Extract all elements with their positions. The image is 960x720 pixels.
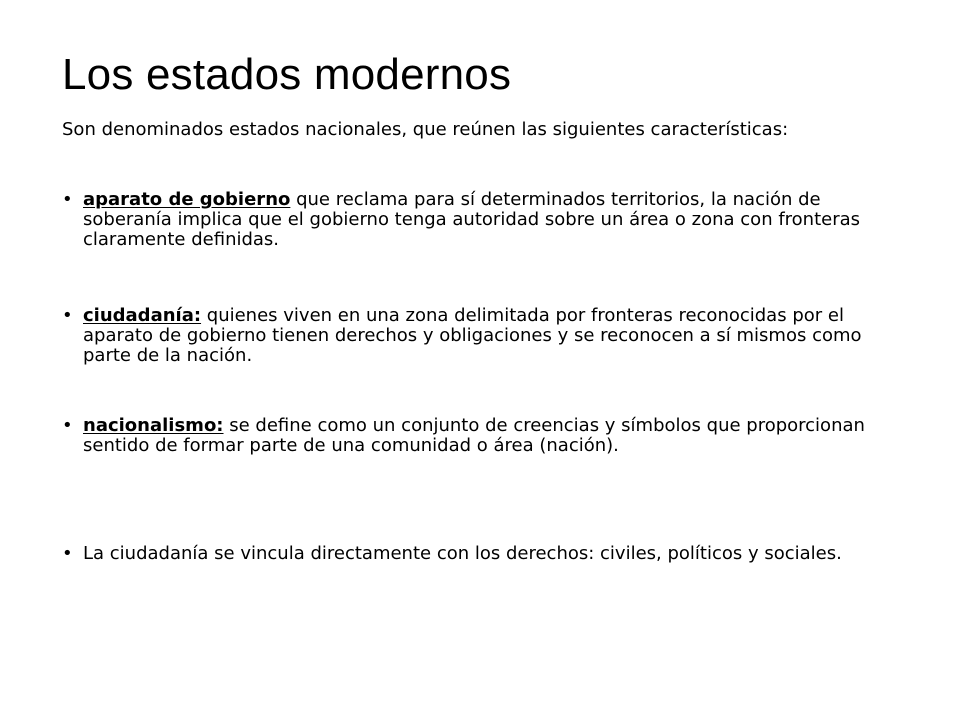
bullet-text <box>83 190 912 250</box>
intro-text: Son denominados estados nacionales, que reúnen las siguientes características: <box>62 119 789 140</box>
bullet-term: nacionalismo: <box>83 415 224 436</box>
bullet-body: quienes viven en una zona delimitada por fronteras reconocidas por el aparato de gobierno tienen derechos y obligaciones y se reconocen a sí mismos como parte de la nación. <box>83 305 862 366</box>
bullet-body: que reclama para sí determinados territorios, la nación de soberanía implica que el gobierno tenga autoridad sobre un área o zona con fronteras claramente definidas. <box>83 189 861 250</box>
bullet-item-nacionalismo <box>62 416 912 456</box>
bullet-text <box>83 416 912 456</box>
bullet-item-aparato-de-gobierno <box>62 190 912 250</box>
bullet-text <box>83 306 912 366</box>
bullet-icon: • <box>62 415 73 436</box>
bullet-icon: • <box>62 305 73 326</box>
bullet-text: La ciudadanía se vincula directamente con los derechos: civiles, políticos y sociales. <box>83 543 842 564</box>
slide-title: Los estados modernos <box>62 50 512 99</box>
bullet-term: aparato de gobierno <box>83 189 291 210</box>
bullet-item-derechos <box>62 544 912 564</box>
bullet-icon: • <box>62 543 73 564</box>
bullet-item-ciudadania <box>62 306 912 366</box>
bullet-body: se define como un conjunto de creencias y símbolos que proporcionan sentido de formar parte de una comunidad o área (nación). <box>83 415 865 456</box>
bullet-icon: • <box>62 189 73 210</box>
bullet-term: ciudadanía: <box>83 305 202 326</box>
